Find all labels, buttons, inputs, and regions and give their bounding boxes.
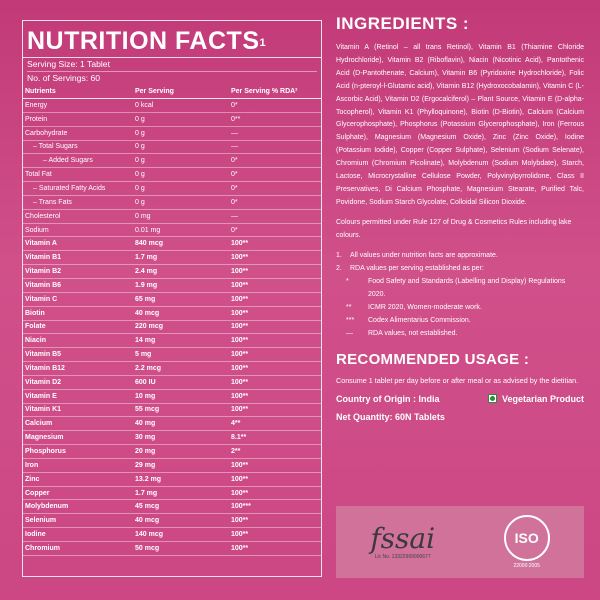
nutrient-amount: 0 g (133, 168, 229, 182)
nutrient-rda: 4** (229, 417, 321, 431)
nutrient-amount: 14 mg (133, 334, 229, 348)
nutrient-name: Sodium (23, 223, 133, 237)
nutrient-row (23, 375, 321, 389)
nutrient-amount: 2.4 mg (133, 265, 229, 279)
nutrient-row (23, 223, 321, 237)
nutrient-row (23, 126, 321, 140)
nutrient-name: Biotin (23, 306, 133, 320)
nutrient-rda: 100** (229, 278, 321, 292)
nutrient-amount: 140 mcg (133, 528, 229, 542)
nutrient-amount: 0 kcal (133, 99, 229, 113)
nutrient-rda: — (229, 140, 321, 154)
nutrient-rda: — (229, 209, 321, 223)
nutrient-name: Cholesterol (23, 209, 133, 223)
nutrient-rda: 100** (229, 237, 321, 251)
nutrient-row (23, 237, 321, 251)
nutrient-rda: 100** (229, 362, 321, 376)
nutrient-amount: 0 g (133, 112, 229, 126)
nutrient-amount: 1.7 mg (133, 486, 229, 500)
nutrient-name: Chromium (23, 542, 133, 556)
nutrient-rda: 100** (229, 306, 321, 320)
nutrient-row (23, 528, 321, 542)
nutrient-rda: 100** (229, 514, 321, 528)
nutrient-amount: 0.01 mg (133, 223, 229, 237)
nutrient-rda: 100** (229, 542, 321, 556)
nutrient-name: Zinc (23, 472, 133, 486)
nutrient-name: Vitamin E (23, 389, 133, 403)
nutrient-name: Copper (23, 486, 133, 500)
nutrient-name: Vitamin B1 (23, 251, 133, 265)
nutrient-rda: — (229, 126, 321, 140)
nutrient-amount: 0 g (133, 154, 229, 168)
servings-count: No. of Servings: 60 (27, 73, 101, 83)
nutrient-rda: 0** (229, 112, 321, 126)
nutrient-amount: 5 mg (133, 348, 229, 362)
nutrient-rda: 100** (229, 334, 321, 348)
nutrient-rda: 100** (229, 292, 321, 306)
nutrient-row (23, 168, 321, 182)
net-quantity: Net Quantity: 60N Tablets (336, 411, 445, 422)
nutrient-amount: 1.9 mg (133, 278, 229, 292)
nutrient-name: Total Fat (23, 168, 133, 182)
nutrient-name: Vitamin B6 (23, 278, 133, 292)
nutrient-name: Niacin (23, 334, 133, 348)
nutrient-row (23, 265, 321, 279)
serving-size: Serving Size: 1 Tablet (27, 58, 317, 72)
ingredients-title: INGREDIENTS : (336, 14, 470, 33)
nutrient-row (23, 486, 321, 500)
nutrient-rda: 100** (229, 265, 321, 279)
nutrient-row (23, 195, 321, 209)
nutrient-row (23, 292, 321, 306)
nutrient-name: Iodine (23, 528, 133, 542)
nutrient-row (23, 542, 321, 556)
nutrient-rda: 100** (229, 458, 321, 472)
nutrient-name: Energy (23, 99, 133, 113)
nutrient-name: – Saturated Fatty Acids (23, 182, 133, 196)
nutrient-name: Vitamin D2 (23, 375, 133, 389)
nutrient-row (23, 389, 321, 403)
nutrient-amount: 0 g (133, 195, 229, 209)
fssai-license: Lic No. 13322999000677 (374, 554, 431, 560)
nutrient-amount: 0 g (133, 126, 229, 140)
nutrition-facts-panel (22, 20, 322, 577)
nutrient-row (23, 458, 321, 472)
nutrient-rda: 0* (229, 223, 321, 237)
nutrient-row (23, 209, 321, 223)
serving-info (23, 57, 321, 85)
nutrient-amount: 0 g (133, 140, 229, 154)
nutrient-amount: 40 mg (133, 417, 229, 431)
header-per-serving: Per Serving (133, 85, 229, 99)
nutrient-rda: 100** (229, 251, 321, 265)
nutrient-row (23, 431, 321, 445)
nutrient-rda: 100** (229, 472, 321, 486)
nutrient-rda: 100** (229, 528, 321, 542)
nutrition-rows (23, 99, 321, 556)
nutrient-amount: 0 g (133, 182, 229, 196)
iso-logo (504, 515, 550, 569)
nutrient-amount: 840 mcg (133, 237, 229, 251)
footnote-star-1: * Food Safety and Standards (Labelling and Display) Regulations 2020. (346, 277, 566, 298)
fssai-logo (370, 524, 435, 560)
nutrient-row (23, 472, 321, 486)
origin-row (336, 394, 584, 404)
nutrient-name: Vitamin K1 (23, 403, 133, 417)
nutrient-amount: 0 mg (133, 209, 229, 223)
iso-standard: 22000:2005 (513, 563, 540, 569)
nutrient-row (23, 514, 321, 528)
nutrient-name: – Trans Fats (23, 195, 133, 209)
nutrient-name: Vitamin B12 (23, 362, 133, 376)
nutrient-name: Protein (23, 112, 133, 126)
nutrient-row (23, 320, 321, 334)
nutrient-amount: 55 mcg (133, 403, 229, 417)
nutrient-name: Folate (23, 320, 133, 334)
nutrient-amount: 45 mcg (133, 500, 229, 514)
nutrient-rda: 0* (229, 195, 321, 209)
nutrient-name: Iron (23, 458, 133, 472)
nutrient-amount: 13.2 mg (133, 472, 229, 486)
veg-symbol-icon (488, 394, 497, 403)
recommended-title: RECOMMENDED USAGE : (336, 350, 530, 368)
recommended-text: Consume 1 tablet per day before or after meal or as advised by the dietitian. (336, 375, 579, 385)
nutrient-row (23, 417, 321, 431)
nutrition-title: NUTRITION FACTS$^1$ (27, 27, 267, 55)
nutrient-name: Vitamin C (23, 292, 133, 306)
vegetarian-label: Vegetarian Product (501, 393, 584, 404)
nutrient-name: Vitamin B5 (23, 348, 133, 362)
nutrient-amount: 600 IU (133, 375, 229, 389)
fssai-wordmark: fssai (370, 522, 436, 555)
nutrient-amount: 40 mcg (133, 514, 229, 528)
nutrient-amount: 65 mg (133, 292, 229, 306)
nutrient-rda: 0* (229, 99, 321, 113)
nutrient-name: Vitamin B2 (23, 265, 133, 279)
nutrient-rda: 0* (229, 182, 321, 196)
footnote-dash: — RDA values, not established. (346, 329, 458, 337)
nutrient-row (23, 182, 321, 196)
nutrient-rda: 0* (229, 168, 321, 182)
nutrient-name: Molybdenum (23, 500, 133, 514)
nutrient-row (23, 445, 321, 459)
nutrient-rda: 8.1** (229, 431, 321, 445)
nutrient-rda: 100** (229, 375, 321, 389)
nutrient-name: Vitamin A (23, 237, 133, 251)
nutrient-row (23, 154, 321, 168)
ingredients-panel (336, 14, 584, 422)
nutrient-amount: 20 mg (133, 445, 229, 459)
nutrient-amount: 2.2 mcg (133, 362, 229, 376)
nutrient-rda: 100** (229, 403, 321, 417)
ingredients-text: Vitamin A (Retinol – all trans Retinol), Vitamin B1 (Thiamine Chloride Hydrochloride), Vitamin B2 (Riboflavin), Niacin (Nicotinic Acid), Pantothenic Acid (D-Pantothenate, Calcium), Vitamin B6 (Pyridoxine Hydrochloride), Folic Acid (n-pteroyl-l-Glutamic acid), Vitamin B12 (Hydroxocobalamin), Vitamin C (L-Ascorbic Acid), Vitamin D2 (Ergocalciferol) – Plant Source, Vitamin E (D-alpha-Tocopherol), Vitamin K1 (Phylloquinone), Biotin (D-Biotin), Calcium (Calcium Glycerophosphate), Phosphorus (Potassium Glycerophosphate), Iron (Ferrous Sulphate), Magnesium (Magnesium Oxide), Zinc (Zinc Oxide), Iodine (Potassium Iodide), Copper (Copper Sulphate), Selenium (Sodium Selenate), Chromium (Chromium Picolinate), Molybdenum (Sodium Molybdate), Starch, Lactose, Microcrystalline Cellulose Powder, Polyvinylpyrrolidone, Class II Preservatives, Di Calcium Phosphate, Magnesium Stearate, Purified Talc, Povidone, Sodium Starch Glycolate, Colloidal Silicon Dioxide. (336, 44, 584, 206)
nutrient-row (23, 99, 321, 113)
header-rda: Per Serving % RDA² (229, 85, 321, 99)
footnote-1: 1. All values under nutrition facts are approximate. (336, 251, 498, 259)
certification-logos (336, 506, 584, 578)
footnote-2: 2. RDA values per serving established as per: (336, 264, 484, 272)
colours-note: Colours permitted under Rule 127 of Drug & Cosmetics Rules including lake colours. (336, 218, 572, 239)
iso-badge-icon: ISO (504, 515, 550, 561)
footnote-star-2: ** ICMR 2020, Women-moderate work. (346, 303, 482, 311)
header-nutrients: Nutrients (23, 85, 133, 99)
nutrient-row (23, 278, 321, 292)
nutrient-amount: 220 mcg (133, 320, 229, 334)
vegetarian-badge (488, 394, 584, 404)
nutrient-amount: 10 mg (133, 389, 229, 403)
nutrient-amount: 29 mg (133, 458, 229, 472)
nutrition-header-row (23, 85, 321, 99)
nutrient-row (23, 348, 321, 362)
nutrient-row (23, 112, 321, 126)
nutrient-name: Magnesium (23, 431, 133, 445)
nutrient-name: Phosphorus (23, 445, 133, 459)
nutrient-row (23, 403, 321, 417)
nutrient-name: Selenium (23, 514, 133, 528)
nutrient-row (23, 362, 321, 376)
nutrient-name: – Added Sugars (23, 154, 133, 168)
nutrient-amount: 50 mcg (133, 542, 229, 556)
footnote-star-3: *** Codex Alimentarius Commission. (346, 316, 471, 324)
nutrient-row (23, 140, 321, 154)
nutrition-table (23, 85, 321, 556)
nutrient-row (23, 306, 321, 320)
nutrient-amount: 40 mcg (133, 306, 229, 320)
nutrient-rda: 100*** (229, 500, 321, 514)
nutrient-rda: 2** (229, 445, 321, 459)
nutrient-rda: 100** (229, 320, 321, 334)
nutrient-rda: 0* (229, 154, 321, 168)
nutrient-name: Carbohydrate (23, 126, 133, 140)
nutrient-amount: 1.7 mg (133, 251, 229, 265)
nutrient-rda: 100** (229, 348, 321, 362)
nutrient-row (23, 500, 321, 514)
nutrient-rda: 100** (229, 389, 321, 403)
footnotes (336, 249, 584, 340)
nutrient-name: Calcium (23, 417, 133, 431)
nutrient-amount: 30 mg (133, 431, 229, 445)
nutrient-rda: 100** (229, 486, 321, 500)
nutrient-row (23, 251, 321, 265)
nutrient-row (23, 334, 321, 348)
nutrient-name: – Total Sugars (23, 140, 133, 154)
country-of-origin: Country of Origin : India (336, 393, 440, 404)
